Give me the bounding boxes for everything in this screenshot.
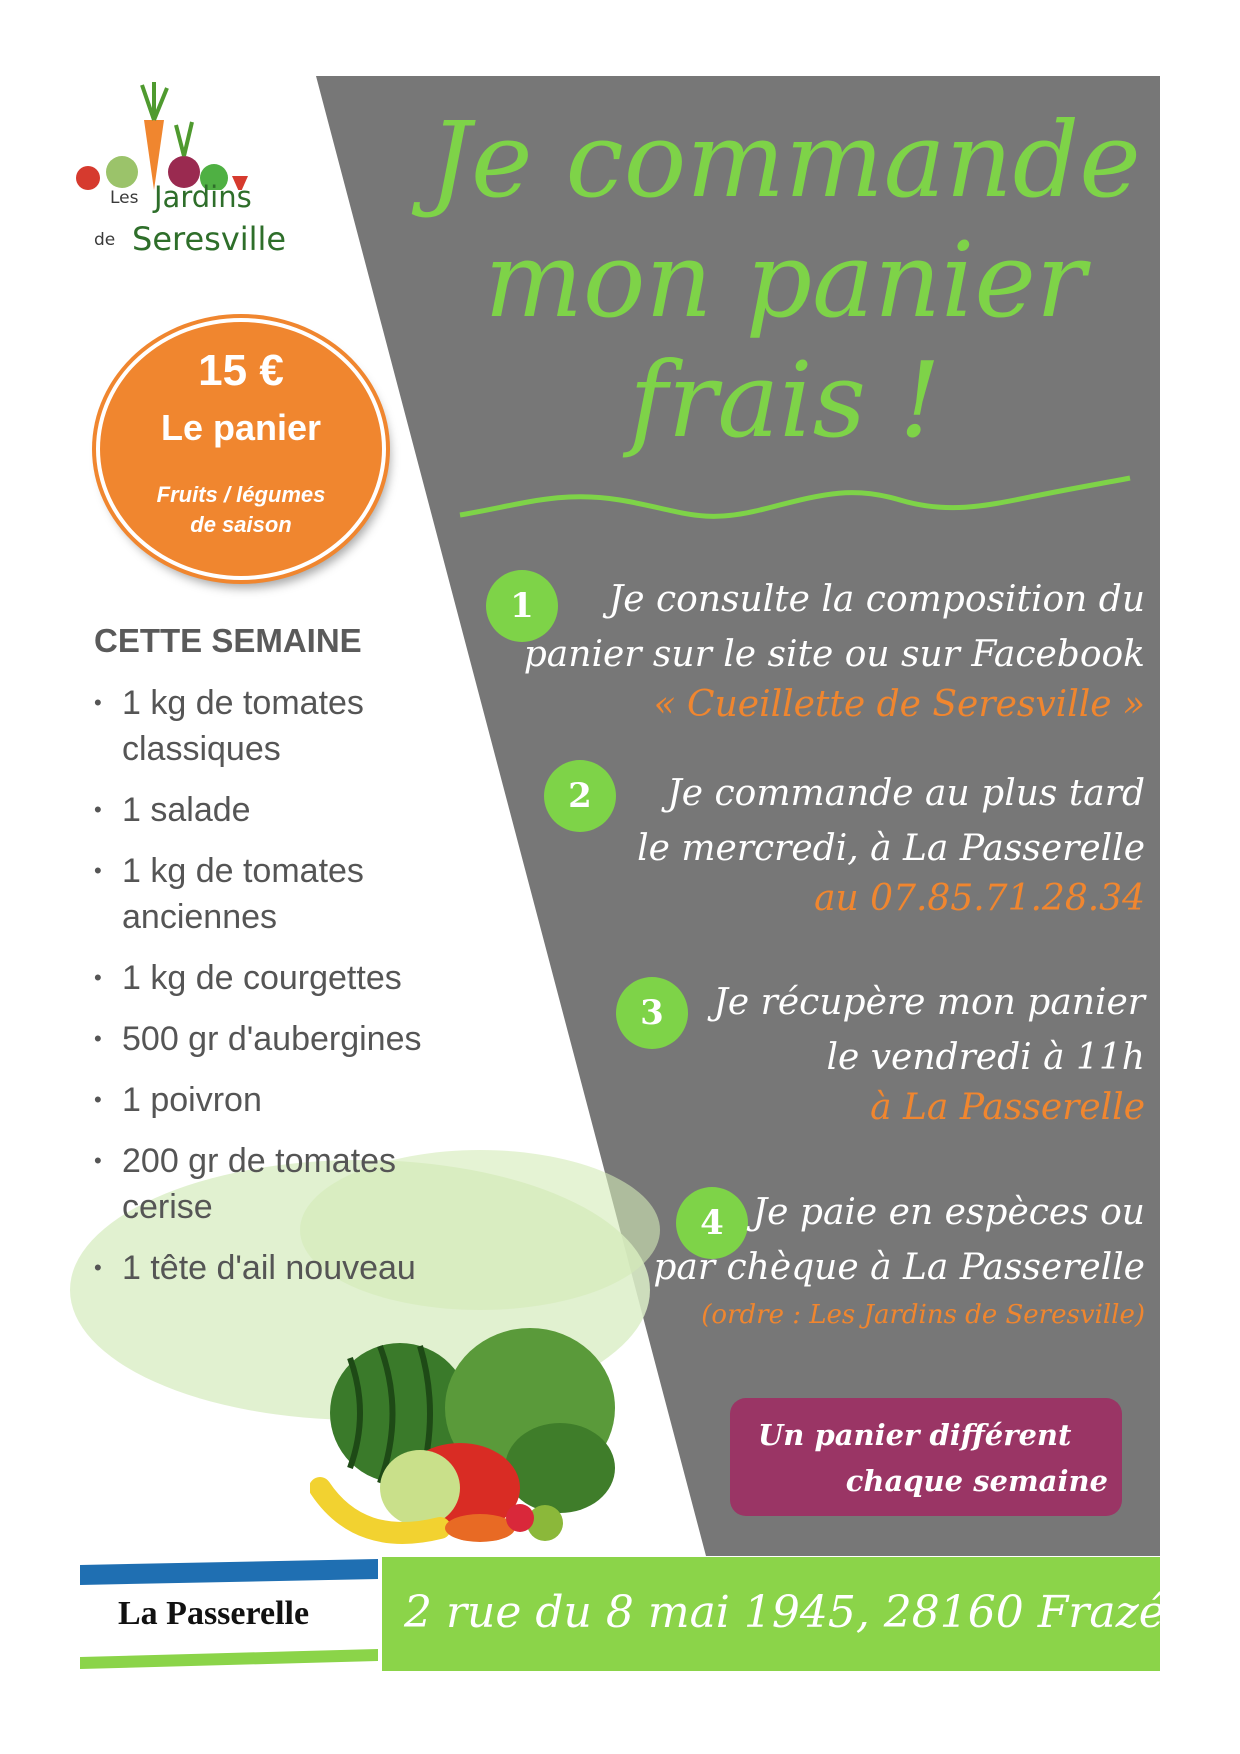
logo-les: Les	[110, 188, 139, 208]
badge-subtitle-line1: Fruits / légumes	[156, 482, 326, 507]
promo-line1: Un panier différent	[758, 1418, 1072, 1452]
jardins-logo	[72, 80, 287, 270]
headline-line3: frais !	[629, 339, 941, 461]
address-text: 2 rue du 8 mai 1945, 28160 Frazé	[404, 1587, 1165, 1638]
week-title: CETTE SEMAINE	[94, 622, 362, 659]
logo-de: de	[94, 230, 116, 250]
logo-jardins: Jardins	[154, 180, 252, 214]
list-item: • 1 kg de courgettes	[94, 955, 494, 1001]
price-badge	[96, 318, 386, 580]
list-item: • 1 kg de tomates anciennes	[94, 848, 494, 940]
list-item: • 1 salade	[94, 787, 494, 833]
step-1-line1: Je consulte la composition du	[608, 579, 1145, 620]
badge-title: Le panier	[160, 407, 322, 448]
step-2-accent: au 07.85.71.28.34	[814, 878, 1145, 919]
badge-price: 15 €	[198, 346, 284, 395]
la-passerelle-logo	[80, 1557, 378, 1671]
step-number-2: 2	[544, 760, 616, 832]
badge-subtitle-line2: de saison	[190, 512, 292, 537]
step-1-line2: panier sur le site ou sur Facebook	[523, 634, 1145, 675]
list-item: • 1 tête d'ail nouveau	[94, 1245, 494, 1291]
step-2-line1: Je commande au plus tard	[667, 773, 1145, 814]
list-item: • 500 gr d'aubergines	[94, 1016, 494, 1062]
step-number-3: 3	[616, 977, 688, 1049]
step-2	[637, 766, 1145, 922]
step-2-line2: le mercredi, à La Passerelle	[637, 828, 1145, 869]
list-item: • 200 gr de tomates cerise	[94, 1138, 494, 1230]
headline-line1: Je commande	[429, 99, 1141, 221]
step-3-line2: le vendredi à 11h	[826, 1037, 1145, 1078]
step-3	[713, 975, 1145, 1131]
list-item: • 1 poivron	[94, 1077, 494, 1123]
logo-seresville: Seresville	[132, 220, 287, 258]
step-number-1: 1	[486, 570, 558, 642]
step-4-line1: Je paie en espèces ou	[752, 1192, 1145, 1233]
headline	[395, 100, 1175, 460]
promo-line2: chaque semaine	[845, 1464, 1108, 1498]
step-3-accent: à La Passerelle	[870, 1087, 1145, 1128]
step-1	[524, 572, 1145, 728]
headline-line2: mon panier	[484, 219, 1086, 341]
step-4-accent: (ordre : Les Jardins de Seresville)	[701, 1300, 1145, 1330]
step-3-line1: Je récupère mon panier	[713, 982, 1145, 1023]
step-4-line2: par chèque à La Passerelle	[653, 1247, 1145, 1288]
promo-box	[730, 1398, 1122, 1516]
address-bar	[382, 1557, 1165, 1671]
vegetables-logo-icon	[72, 80, 282, 190]
step-4	[653, 1185, 1145, 1335]
step-number-4: 4	[676, 1187, 748, 1259]
step-1-accent: « Cueillette de Seresville »	[653, 684, 1145, 725]
week-items-list	[94, 680, 494, 1306]
list-item: • 1 kg de tomates classiques	[94, 680, 494, 772]
footer-logo-text: La Passerelle	[118, 1595, 310, 1632]
fruit-vegetables-illustration	[310, 1318, 620, 1548]
